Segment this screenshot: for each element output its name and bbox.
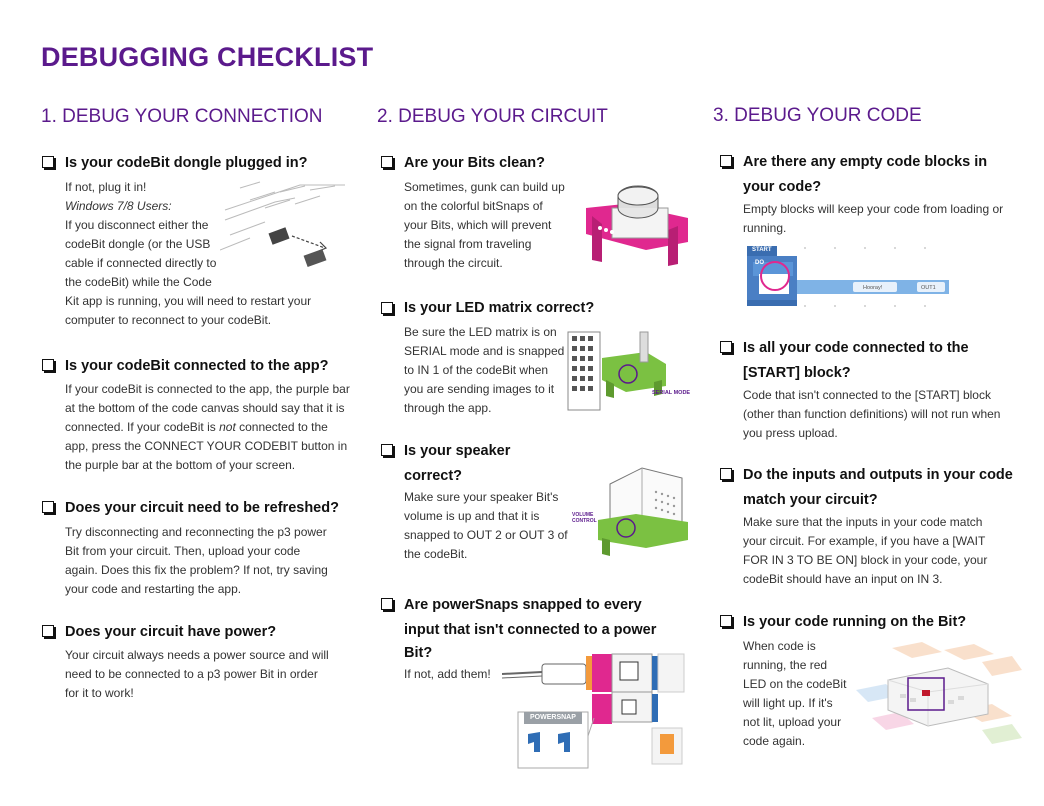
text-line: running. xyxy=(743,221,787,235)
question-speaker: correct? xyxy=(404,468,463,484)
text-line: If not, plug it in! xyxy=(65,180,147,194)
text-line: running, the red xyxy=(743,658,828,672)
question-start-block: [START] block? xyxy=(743,365,851,381)
question-inputs-outputs: Do the inputs and outputs in your code xyxy=(743,467,1013,483)
checkbox[interactable] xyxy=(381,598,393,610)
out-label: OUT1 xyxy=(921,285,936,291)
question-bits-clean: Are your Bits clean? xyxy=(404,155,546,171)
checkbox[interactable] xyxy=(720,468,732,480)
text-line: snapped to OUT 2 or OUT 3 of xyxy=(404,528,568,542)
text-line: for it to work! xyxy=(65,686,134,700)
text-line: (other than function definitions) will not run when xyxy=(743,407,1001,421)
text-line: Make sure your speaker Bit's xyxy=(404,490,559,504)
text-line: FOR IN 3 TO BE ON] block in your code, your xyxy=(743,553,988,567)
checkbox[interactable] xyxy=(42,501,54,513)
checkbox[interactable] xyxy=(381,444,393,456)
text-line: If your codeBit is connected to the app, the purple bar xyxy=(65,382,350,396)
text-line: the codeBit) while the Code xyxy=(65,275,212,289)
text-line: computer to reconnect to your codeBit. xyxy=(65,313,272,327)
text-line: you press upload. xyxy=(743,426,838,440)
text-line: Try disconnecting and reconnecting the p3 power xyxy=(65,525,327,539)
text-line: app, press the CONNECT YOUR CODEBIT button in xyxy=(65,439,348,453)
text-line: on the colorful bitSnaps of xyxy=(404,199,543,213)
question-power: Does your circuit have power? xyxy=(65,624,277,640)
text-line: the purple bar at the bottom of your screen. xyxy=(65,458,296,472)
text-line: code again. xyxy=(743,734,806,748)
text-line: Code that isn't connected to the [START] block xyxy=(743,388,991,402)
text-line: Be sure the LED matrix is on xyxy=(404,325,557,339)
section-heading: 3. DEBUG YOUR CODE xyxy=(713,105,922,126)
text-line: the signal from traveling xyxy=(404,237,532,251)
control-label: CONTROL xyxy=(572,518,597,524)
powersnap-label: POWERSNAP xyxy=(530,714,576,721)
checkbox[interactable] xyxy=(42,156,54,168)
text-line: Bit from your circuit. Then, upload your code xyxy=(65,544,301,558)
led-matrix-illustration xyxy=(566,330,698,412)
text-line: not lit, upload your xyxy=(743,715,842,729)
question-code-running: Is your code running on the Bit? xyxy=(743,614,967,630)
text-line: your code and restarting the app. xyxy=(65,582,242,596)
text-line: Kit app is running, you will need to restart your xyxy=(65,294,312,308)
checkbox[interactable] xyxy=(42,625,54,637)
text-line: to IN 1 of the codeBit when xyxy=(404,363,549,377)
question-inputs-outputs: match your circuit? xyxy=(743,492,878,508)
checkbox[interactable] xyxy=(720,155,732,167)
question-connected: Is your codeBit connected to the app? xyxy=(65,358,329,374)
text-line: you are sending images to it xyxy=(404,382,555,396)
question-empty-blocks: your code? xyxy=(743,179,822,195)
checkbox[interactable] xyxy=(42,359,54,371)
checkbox[interactable] xyxy=(720,615,732,627)
question-start-block: Is all your code connected to the xyxy=(743,340,969,356)
text-line: will light up. If it's xyxy=(743,696,833,710)
question-dongle: Is your codeBit dongle plugged in? xyxy=(65,155,308,171)
checkbox[interactable] xyxy=(720,341,732,353)
checkbox[interactable] xyxy=(381,302,393,314)
section-heading: 2. DEBUG YOUR CIRCUIT xyxy=(377,106,608,127)
text-line: the codeBit. xyxy=(404,547,468,561)
text-line: connected. If your codeBit is not connected to the xyxy=(65,420,328,434)
text-line: codeBit should have an input on IN 3. xyxy=(743,572,943,586)
text-line: need to be connected to a p3 power Bit in order xyxy=(65,667,318,681)
text-line: your circuit. For example, if you have a [WAIT xyxy=(743,534,986,548)
text-line: If not, add them! xyxy=(404,667,491,681)
question-led-matrix: Is your LED matrix correct? xyxy=(404,300,595,316)
dongle-illustration xyxy=(220,180,348,272)
text-line: Make sure that the inputs in your code match xyxy=(743,515,983,529)
question-powersnaps: Bit? xyxy=(404,645,433,661)
text-line: Your circuit always needs a power source and will xyxy=(65,648,329,662)
codebit-board-illustration xyxy=(852,640,1024,748)
volume-label: VOLUME xyxy=(572,512,594,518)
page-title: DEBUGGING CHECKLIST xyxy=(41,42,374,72)
text-line: Sometimes, gunk can build up xyxy=(404,180,565,194)
checkbox[interactable] xyxy=(381,156,393,168)
question-refreshed: Does your circuit need to be refreshed? xyxy=(65,500,339,516)
text-line: volume is up and that it is xyxy=(404,509,540,523)
text-line: at the bottom of the code canvas should say that it is xyxy=(65,401,345,415)
text-line: Empty blocks will keep your code from loading or xyxy=(743,202,1004,216)
speaker-illustration xyxy=(596,462,692,558)
text-line: Windows 7/8 Users: xyxy=(65,199,172,213)
value-label: Hooray! xyxy=(863,285,883,291)
text-line: codeBit dongle (or the USB xyxy=(65,237,211,251)
do-block-label: DO xyxy=(755,260,764,266)
code-blocks-illustration xyxy=(745,244,957,310)
text-line: cable if connected directly to xyxy=(65,256,217,270)
text-line: through the app. xyxy=(404,401,492,415)
button-bit-illustration xyxy=(584,178,694,270)
text-line: through the circuit. xyxy=(404,256,503,270)
question-powersnaps: input that isn't connected to a power xyxy=(404,622,657,638)
serial-mode-label: SERIAL MODE xyxy=(652,390,691,396)
text-line: your Bits, which will prevent xyxy=(404,218,552,232)
text-line: When code is xyxy=(743,639,816,653)
question-empty-blocks: Are there any empty code blocks in xyxy=(743,154,988,170)
question-speaker: Is your speaker xyxy=(404,443,511,459)
start-block-label: START xyxy=(752,247,772,253)
section-heading: 1. DEBUG YOUR CONNECTION xyxy=(41,106,323,127)
text-line: LED on the codeBit xyxy=(743,677,847,691)
question-powersnaps: Are powerSnaps snapped to every xyxy=(404,597,642,613)
text-line: If you disconnect either the xyxy=(65,218,209,232)
text-line: SERIAL mode and is snapped xyxy=(404,344,565,358)
text-line: again. Does this fix the problem? If not, try saving xyxy=(65,563,328,577)
